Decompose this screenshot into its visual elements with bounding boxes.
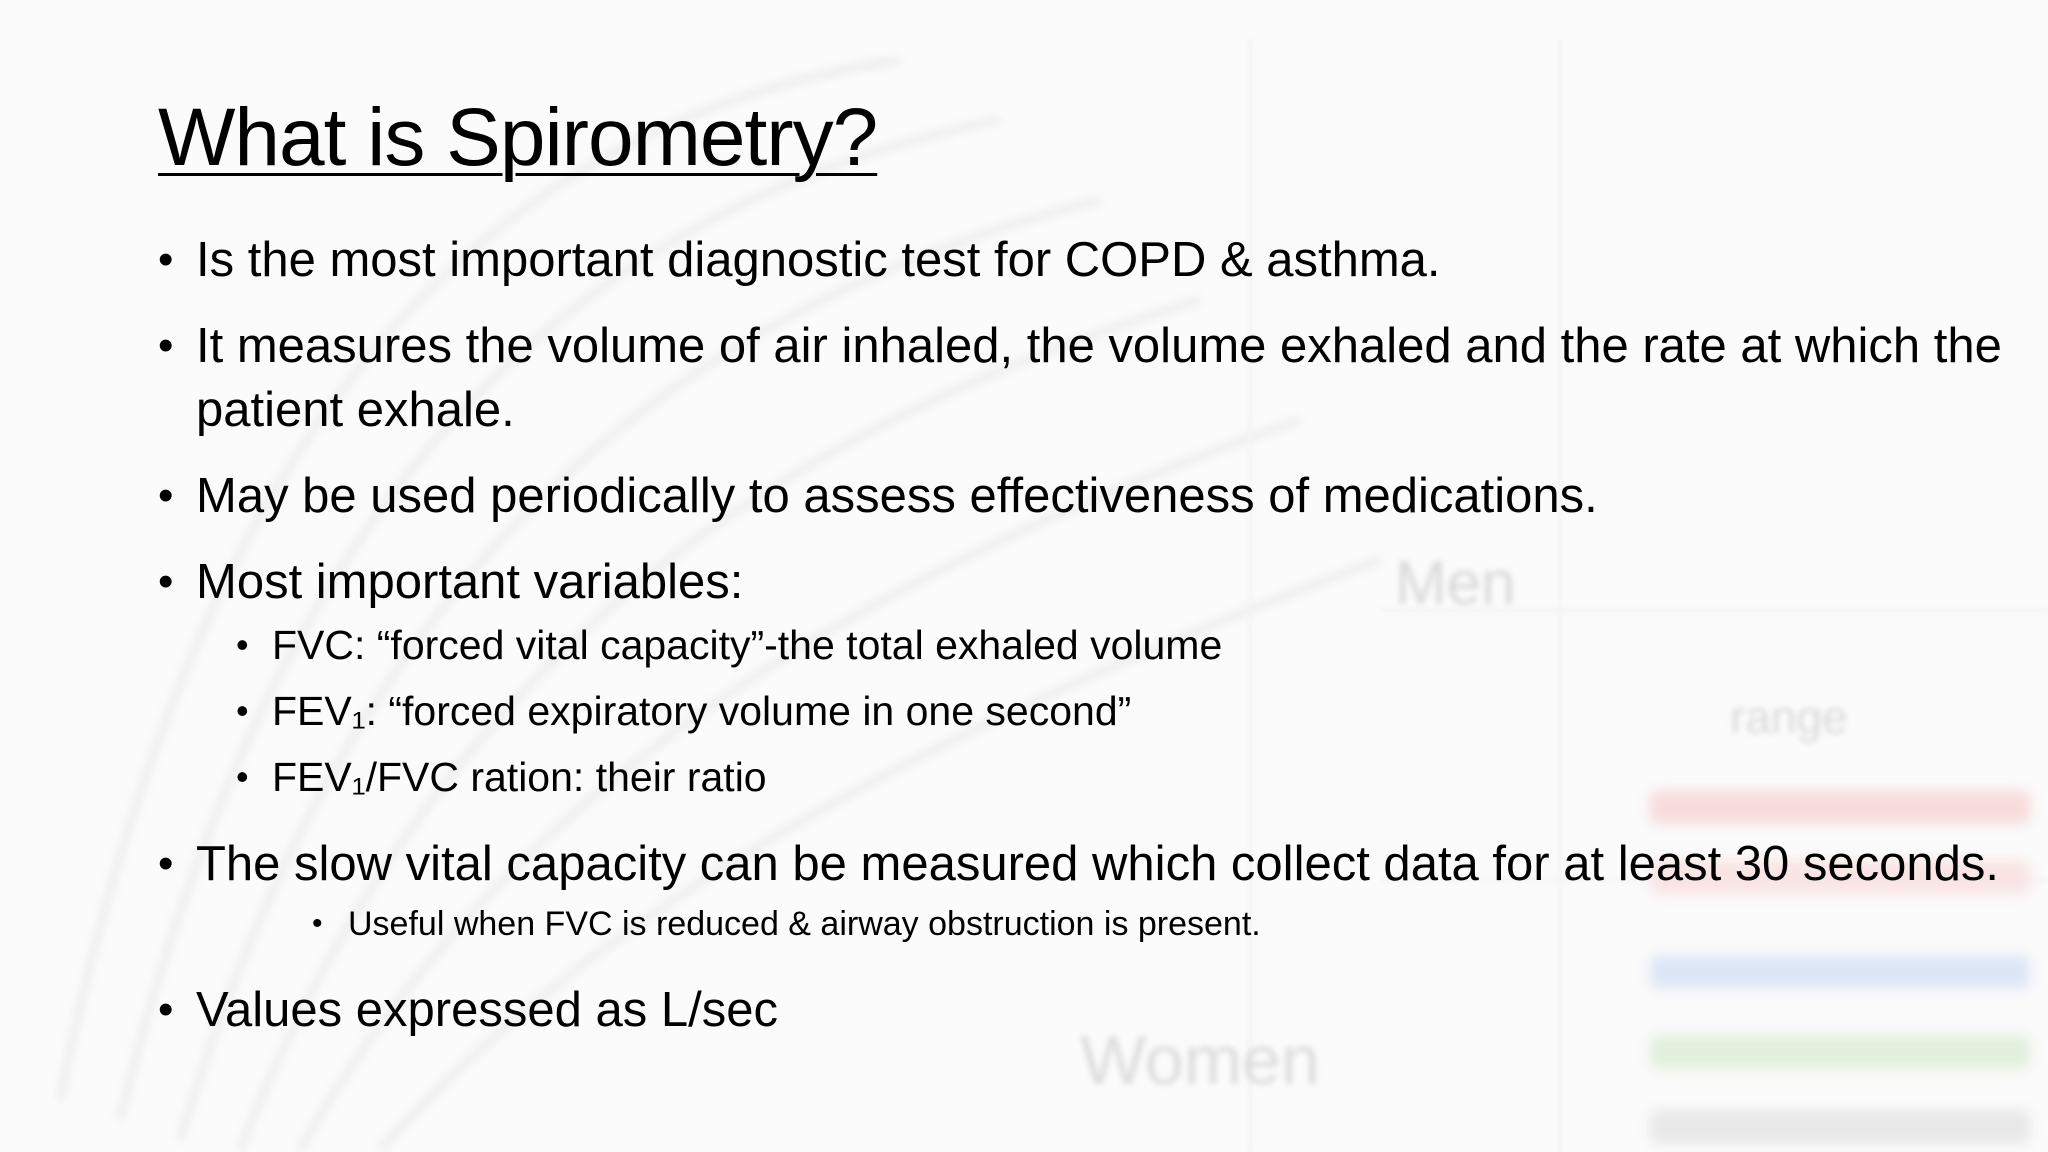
bullet-icon: • xyxy=(158,985,174,1034)
slide-title: What is Spirometry? xyxy=(158,92,878,183)
bullet-item xyxy=(158,314,2018,442)
bullet-icon: • xyxy=(236,624,249,665)
bullet-text: May be used periodically to assess effectiveness of medications. xyxy=(196,469,1598,523)
bullet-text: It measures the volume of air inhaled, the volume exhaled and the rate at which the patient exhale. xyxy=(196,319,2002,437)
bullet-item xyxy=(158,464,2018,528)
bullet-item xyxy=(158,978,2018,1042)
sub-bullet-item xyxy=(236,750,2018,804)
bullet-text: Is the most important diagnostic test for COPD & asthma. xyxy=(196,233,1441,287)
bullet-icon: • xyxy=(158,557,174,606)
bullet-icon: • xyxy=(158,321,174,370)
bullet-icon: • xyxy=(312,907,323,940)
sub-bullet-item xyxy=(236,618,2018,672)
background-stripe xyxy=(1650,1110,2030,1144)
bullet-item xyxy=(158,550,2018,614)
bullet-list xyxy=(158,228,2018,1064)
bullet-icon: • xyxy=(158,839,174,888)
bullet-text: Most important variables: xyxy=(196,555,744,609)
bullet-item xyxy=(158,228,2018,292)
bullet-icon: • xyxy=(158,471,174,520)
bullet-text: The slow vital capacity can be measured which collect data for at least 30 seconds. xyxy=(196,837,2000,891)
sub-sub-bullet-item xyxy=(312,900,2018,948)
bullet-icon: • xyxy=(236,756,249,797)
bullet-text: FEV₁: “forced expiratory volume in one second” xyxy=(272,688,1132,734)
bullet-icon: • xyxy=(158,235,174,284)
background-label: range xyxy=(1730,691,1848,743)
bullet-text: Useful when FVC is reduced & airway obstruction is present. xyxy=(348,905,1261,943)
sub-bullet-item xyxy=(236,684,2018,738)
bullet-text: FEV₁/FVC ration: their ratio xyxy=(272,754,767,800)
bullet-item xyxy=(158,832,2018,896)
bullet-text: Values expressed as L/sec xyxy=(196,983,778,1037)
bullet-icon: • xyxy=(236,690,249,731)
bullet-text: FVC: “forced vital capacity”-the total exhaled volume xyxy=(272,622,1223,668)
background-label: Men xyxy=(1395,549,1516,618)
background-label: Women xyxy=(1080,1021,1320,1099)
